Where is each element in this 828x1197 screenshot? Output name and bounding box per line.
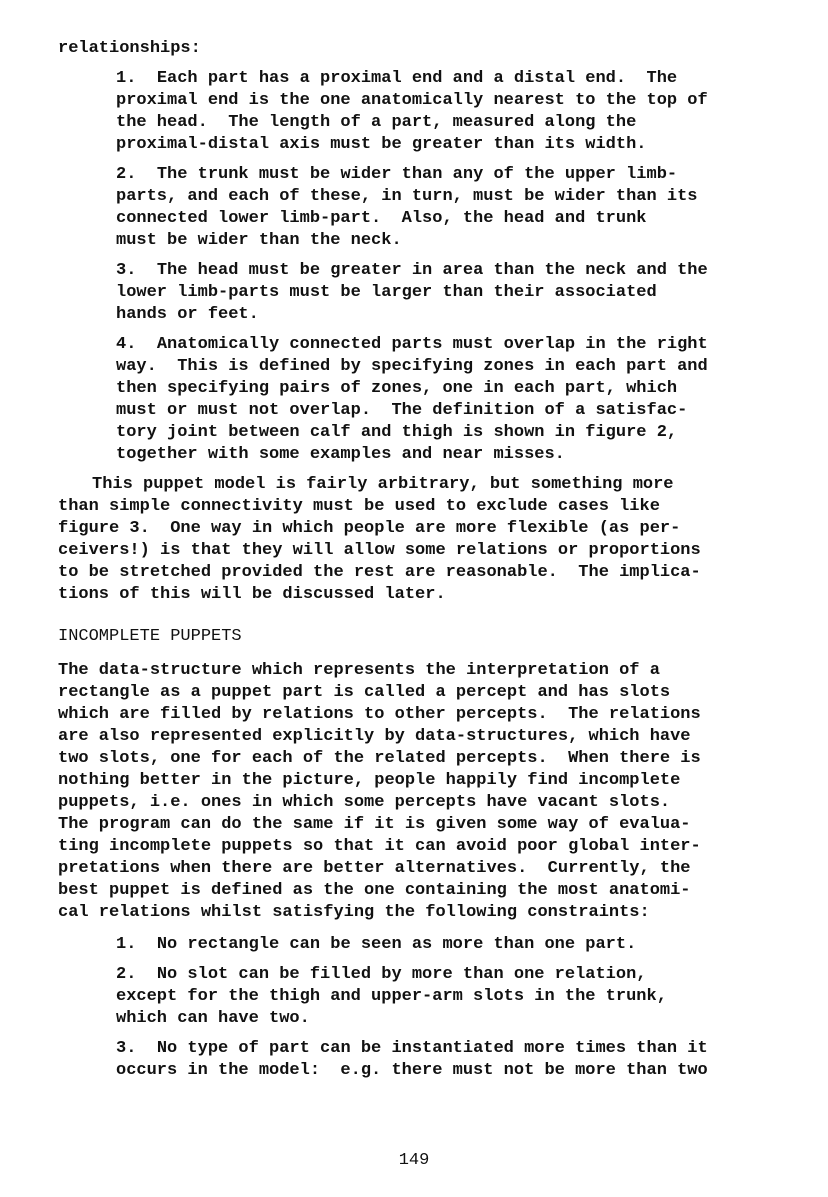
item-number: 1. <box>116 935 137 954</box>
text-line: parts, and each of these, in turn, must be wider than its <box>116 187 698 206</box>
paragraph <box>58 474 758 606</box>
text-line: The data-structure which represents the interpretation of a <box>58 661 660 680</box>
text-line: then specifying pairs of zones, one in each part, which <box>116 379 678 398</box>
text-line: 3. The head must be greater in area than the neck and the <box>116 261 708 280</box>
item-number: 2. <box>116 165 137 184</box>
text-line: rectangle as a puppet part is called a percept and has slots <box>58 683 671 702</box>
list-item <box>116 964 758 1030</box>
text-line: 2. The trunk must be wider than any of the upper limb- <box>116 165 678 184</box>
section-title: INCOMPLETE PUPPETS <box>58 627 242 646</box>
text-line: proximal end is the one anatomically nearest to the top of <box>116 91 708 110</box>
text-line: occurs in the model: e.g. there must not be more than two <box>116 1061 708 1080</box>
text-line: connected lower limb-part. Also, the head and trunk <box>116 209 647 228</box>
text-line: best puppet is defined as the one containing the most anatomi- <box>58 881 691 900</box>
item-number: 2. <box>116 965 137 984</box>
text-line: puppets, i.e. ones in which some percepts have vacant slots. <box>58 793 671 812</box>
text-line: must or must not overlap. The definition of a satisfac- <box>116 401 688 420</box>
list-item <box>116 68 758 156</box>
item-number: 3. <box>116 1039 137 1058</box>
text-line: the head. The length of a part, measured along the <box>116 113 637 132</box>
text-line: together with some examples and near misses. <box>116 445 565 464</box>
item-number: 1. <box>116 69 137 88</box>
list-item <box>116 934 758 956</box>
list-item <box>116 164 758 252</box>
text-line: nothing better in the picture, people happily find incomplete <box>58 771 681 790</box>
text-line: ting incomplete puppets so that it can avoid poor global inter- <box>58 837 701 856</box>
text-line: pretations when there are better alternatives. Currently, the <box>58 859 691 878</box>
text-line: 3. No type of part can be instantiated more times than it <box>116 1039 708 1058</box>
text-line: 2. No slot can be filled by more than one relation, <box>116 965 647 984</box>
text-line: tions of this will be discussed later. <box>58 585 446 604</box>
text-line: proximal-distal axis must be greater than its width. <box>116 135 647 154</box>
text-line: which can have two. <box>116 1009 310 1028</box>
list-item <box>116 1038 758 1082</box>
constraint-list <box>58 68 758 466</box>
text-line: ceivers!) is that they will allow some relations or proportions <box>58 541 701 560</box>
text-line: to be stretched provided the rest are reasonable. The implica- <box>58 563 701 582</box>
text-line: lower limb-parts must be larger than their associated <box>116 283 657 302</box>
intro-label: relationships: <box>58 39 201 58</box>
item-number: 4. <box>116 335 137 354</box>
text-line: This puppet model is fairly arbitrary, but something more <box>92 475 674 494</box>
text-line: The program can do the same if it is given some way of evalua- <box>58 815 691 834</box>
text-line: must be wider than the neck. <box>116 231 402 250</box>
text-line: two slots, one for each of the related percepts. When there is <box>58 749 701 768</box>
text-line: tory joint between calf and thigh is shown in figure 2, <box>116 423 678 442</box>
text-line: except for the thigh and upper-arm slots in the trunk, <box>116 987 667 1006</box>
text-line: hands or feet. <box>116 305 259 324</box>
text-line: are also represented explicitly by data-structures, which have <box>58 727 691 746</box>
constraint-list <box>58 934 758 1082</box>
list-item <box>116 334 758 466</box>
text-line: 1. Each part has a proximal end and a distal end. The <box>116 69 678 88</box>
text-line: figure 3. One way in which people are more flexible (as per- <box>58 519 681 538</box>
text-line: way. This is defined by specifying zones in each part and <box>116 357 708 376</box>
list-item <box>116 260 758 326</box>
page-number: 149 <box>398 1151 430 1170</box>
text-line: 4. Anatomically connected parts must overlap in the right <box>116 335 708 354</box>
text-line: which are filled by relations to other percepts. The relations <box>58 705 701 724</box>
item-number: 3. <box>116 261 137 280</box>
text-line: cal relations whilst satisfying the following constraints: <box>58 903 650 922</box>
paragraph <box>58 660 758 924</box>
text-line: 1. No rectangle can be seen as more than one part. <box>116 935 637 954</box>
text-line: than simple connectivity must be used to exclude cases like <box>58 497 660 516</box>
